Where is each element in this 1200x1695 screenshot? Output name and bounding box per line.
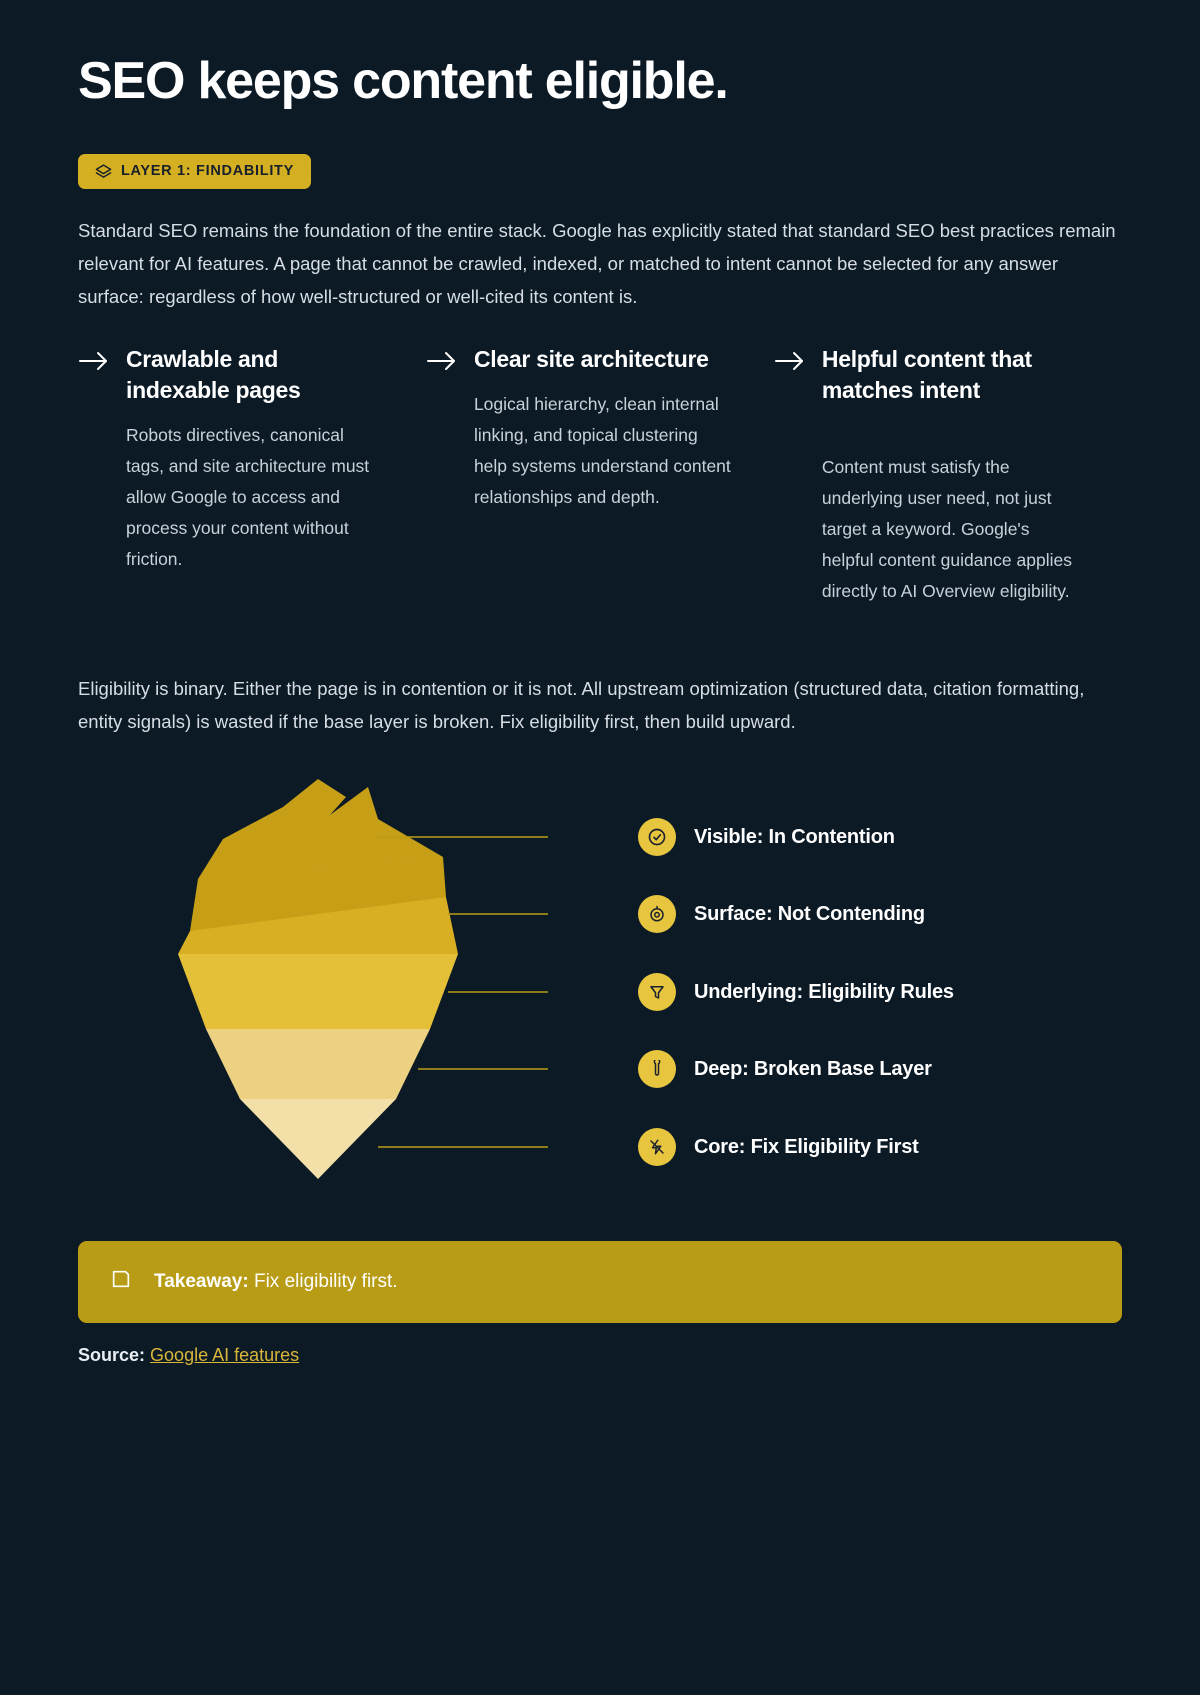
note-icon (110, 1268, 132, 1296)
legend-item-core (638, 1128, 919, 1166)
legend-item-surface (638, 895, 925, 933)
takeaway-label: Takeaway: (154, 1271, 249, 1293)
iceberg-layer-3 (178, 954, 458, 1029)
source-line (78, 1345, 1122, 1366)
feature-heading: Crawlable and indexable pages (126, 345, 301, 403)
filter-icon (638, 973, 676, 1011)
target-icon (638, 895, 676, 933)
legend-item-deep (638, 1050, 932, 1088)
wrench-icon (638, 1050, 676, 1088)
layer-badge-label: LAYER 1: FINDABILITY (121, 163, 294, 180)
legend-label: Surface: Not Contending (694, 902, 925, 925)
source-label: Source: (78, 1345, 146, 1366)
legend-item-underlying (638, 973, 954, 1011)
feature-heading: Helpful content that matches intent (821, 345, 1032, 403)
iceberg-diagram (78, 779, 1122, 1199)
legend-label: Visible: In Contention (694, 825, 895, 848)
legend-item-visible (638, 818, 895, 856)
iceberg-layer-5 (240, 1099, 396, 1179)
iceberg-layer-4 (206, 1029, 430, 1099)
arrow-right-icon (774, 344, 806, 608)
takeaway-text (154, 1271, 398, 1293)
feature-body: Logical hierarchy, clean internal linking, and topical clustering help systems understand content relationships and depth. (473, 393, 731, 508)
source-link[interactable]: Google AI features (150, 1345, 300, 1366)
layer-badge (78, 154, 311, 189)
legend-label: Underlying: Eligibility Rules (694, 980, 954, 1003)
feature-columns (78, 344, 1122, 608)
takeaway-banner (78, 1241, 1122, 1323)
legend-label: Core: Fix Eligibility First (694, 1135, 919, 1158)
bolt-off-icon (638, 1128, 676, 1166)
iceberg-graphic (78, 779, 638, 1199)
takeaway-body: Fix eligibility first. (253, 1271, 398, 1293)
feature-column-crawlable (78, 344, 426, 608)
feature-heading: Clear site architecture (473, 345, 709, 372)
arrow-right-icon (78, 344, 110, 608)
feature-body: Content must satisfy the underlying user need, not just target a keyword. Google's helpful content guidance applies directly to AI Overview eligibility. (821, 456, 1072, 602)
arrow-right-icon (426, 344, 458, 608)
feature-column-helpful-content (774, 344, 1122, 608)
eligibility-note: Eligibility is binary. Either the page is in contention or it is not. All upstream optimization (structured data, citation formatting, entity signals) is wasted if the base layer is broken. Fix eligibility first, then build upward. (78, 678, 1085, 733)
feature-column-architecture (426, 344, 774, 608)
legend-label: Deep: Broken Base Layer (694, 1057, 932, 1080)
layers-icon (95, 163, 112, 180)
feature-body: Robots directives, canonical tags, and site architecture must allow Google to access and process your content without friction. (126, 424, 370, 570)
check-icon (638, 818, 676, 856)
intro-paragraph: Standard SEO remains the foundation of the entire stack. Google has explicitly stated that standard SEO best practices remain relevant for AI features. A page that cannot be crawled, indexed, or matched to intent cannot be selected for any answer surface: regardless of how well-structured or well-cited its content is. (78, 219, 1116, 307)
page-title: SEO keeps content eligible. (78, 52, 728, 110)
